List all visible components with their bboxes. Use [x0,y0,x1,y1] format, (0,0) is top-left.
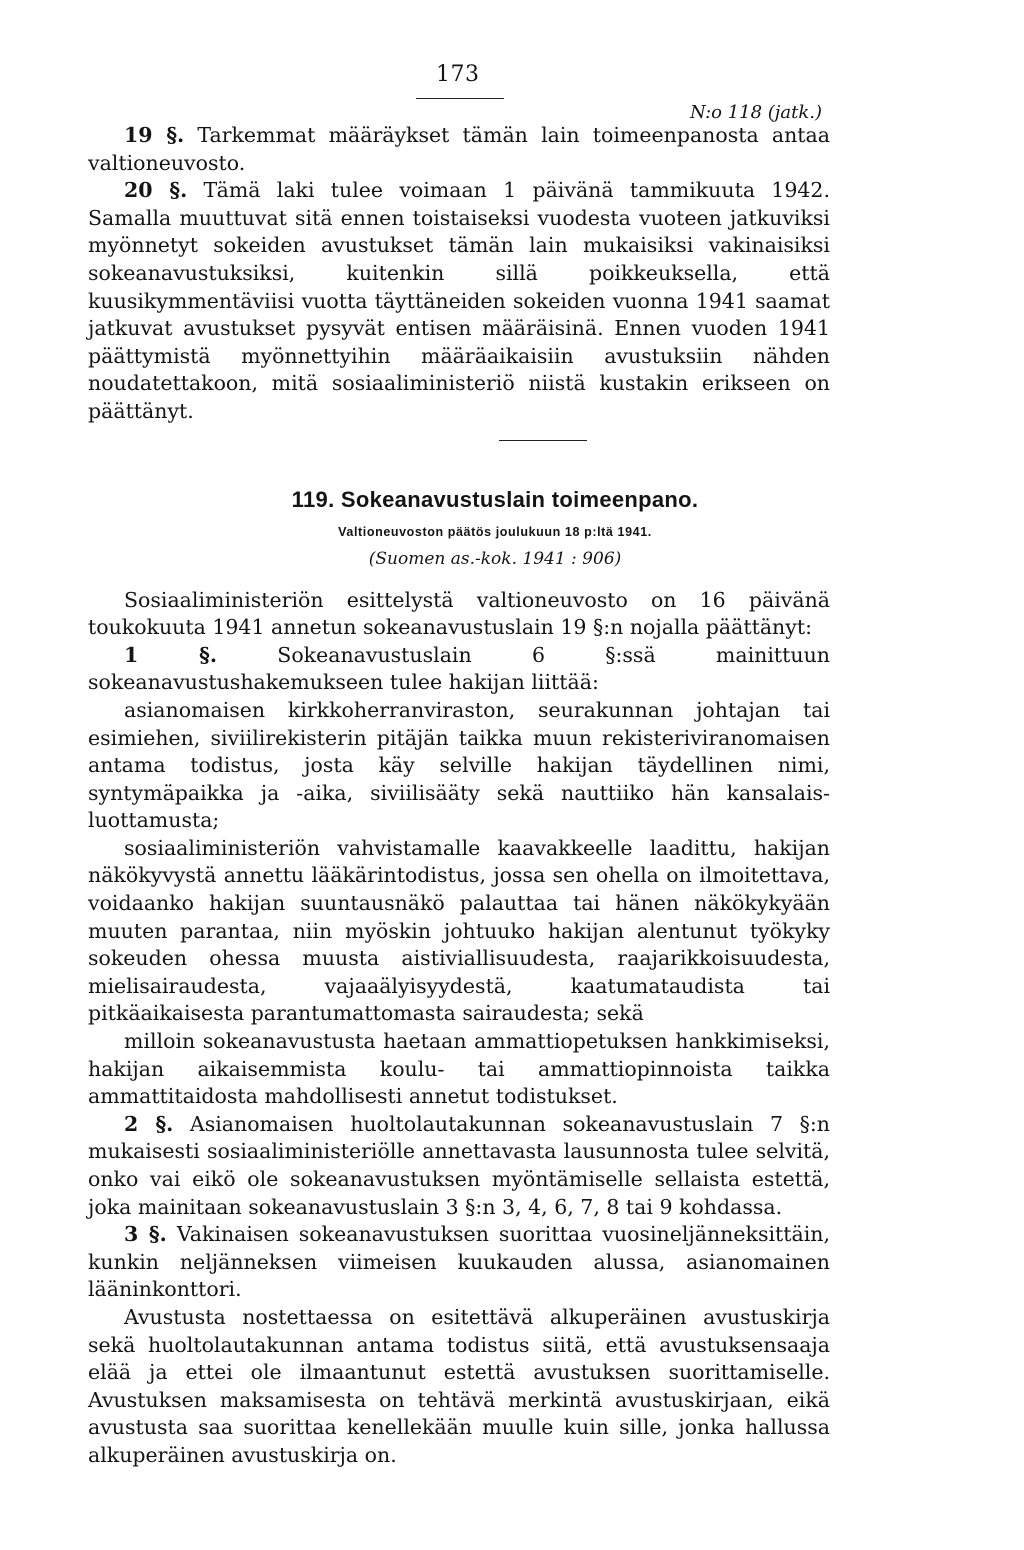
paragraph-2 [88,1111,830,1221]
paragraph-text: Asianomaisen huoltolautakunnan sokeanavustuslain 7 §:n mukaisesti sosiaaliministeriölle annettavasta lausunnosta tulee selvitä, onko vai eikö ole sokeanavustuksen myöntämiselle sellaista estettä, joka mainitaan sokeanavustuslain 3 §:n 3, 4, 6, 7, 8 tai 9 kohdassa. [88,1111,830,1219]
closing-paragraph: Avustusta nostettaessa on esitettävä alkuperäinen avustuskirja sekä huoltolautakunnan antama todistus siitä, että avustuksensaaja elää ja ettei ole ilmaantunut estettä avustuksen suorittamiselle. Avustuksen maksamisesta on tehtävä merkintä avustuskirjaan, eikä avustusta saa suorittaa kenellekään muulle kuin sille, jonka hallussa alkuperäinen avustuskirja on. [88,1304,830,1467]
paragraph-19 [88,122,830,177]
paragraph-1 [88,642,830,697]
paragraph-text: Vakinaisen sokeanavustuksen suorittaa vuosineljänneksittäin, kunkin neljänneksen viimeisen kuukauden alussa, asianomainen lääninkonttori. [88,1222,830,1302]
list-item: sosiaaliministeriön vahvistamalle kaavakkeelle laadittu, hakijan näkökyvystä annettu lääkärintodistus, jossa sen ohella on ilmoitettava, voidaanko hakijan suuntausnäkö palauttaa tai hänen näkökykyään muuten parantaa, niin myöskin johtuuko hakijan alentunut työkyky sokeuden ohessa muusta aistiviallisuudesta, raajarikkoisuudesta, mielisairaudesta, vajaaälyisyydestä, kaatumataudista tai pitkäaikaisesta parantumattomasta sairaudesta; sekä [88,835,830,1026]
list-item: milloin sokeanavustusta haetaan ammattiopetuksen hankkimiseksi, hakijan aikaisemmista koulu- tai ammattiopinnoista taikka ammattitaidosta mahdollisesti annetut todistukset. [88,1029,830,1109]
section-title: 119. Sokeanavustuslain toimeenpano. [291,486,699,512]
section-number: 19 §. [124,123,185,147]
page-number-rule [416,98,504,99]
section-divider [499,440,587,441]
list-item: asianomaisen kirkkoherranviraston, seurakunnan johtajan tai esimiehen, siviilirekisterin pitäjän taikka muun rekisteriviranomaisen antama todistus, josta käy selville hakijan täydellinen nimi, syntymäpaikka ja -aika, siviilisääty sekä nauttiiko hän kansalais-luottamusta; [88,697,830,833]
paragraph-20 [88,177,830,425]
paragraph-3 [88,1221,830,1304]
section-number: 1 §. [124,642,218,667]
section-number: 2 §. [124,1111,174,1136]
document-page [88,62,830,1470]
document-reference: N:o 118 (jatk.) [689,102,822,123]
section-number: 3 §. [124,1222,167,1247]
paragraph-text: Sokeanavustuslain 6 §:ssä mainittuun sokeanavustushakemukseen tulee hakijan liittää: [88,642,830,695]
intro-paragraph: Sosiaaliministeriön esittelystä valtioneuvosto on 16 päivänä toukokuuta 1941 annetun sokeanavustuslain 19 §:n nojalla päättänyt: [88,587,830,640]
decision-subtitle: Valtioneuvoston päätös joulukuun 18 p:ltä 1941. [338,524,652,539]
section-number: 20 §. [124,178,188,203]
source-citation: (Suomen as.-kok. 1941 : 906) [368,548,622,569]
page-header [88,62,830,122]
paragraph-text: Tarkemmat määräykset tämän lain toimeenpanosta antaa valtioneuvosto. [88,123,830,175]
page-number: 173 [436,62,480,87]
paragraph-text: Tämä laki tulee voimaan 1 päivänä tammikuuta 1942. Samalla muuttuvat sitä ennen toistaiseksi vuodesta vuoteen jatkuviksi myönnetyt sokeiden avustukset tämän lain mukaisiksi vakinaisiksi sokeanavustuksiksi, kuitenkin sillä poikkeuksella, että kuusikymmentäviisi vuotta täyttäneiden sokeiden vuonna 1941 saamat jatkuvat avustukset pysyvät entisen määräisinä. Ennen vuoden 1941 päättymistä myönnettyihin määräaikaisiin avustuksiin nähden noudatettakoon, mitä sosiaaliministeriö niistä kustakin erikseen on päättänyt. [88,178,830,423]
